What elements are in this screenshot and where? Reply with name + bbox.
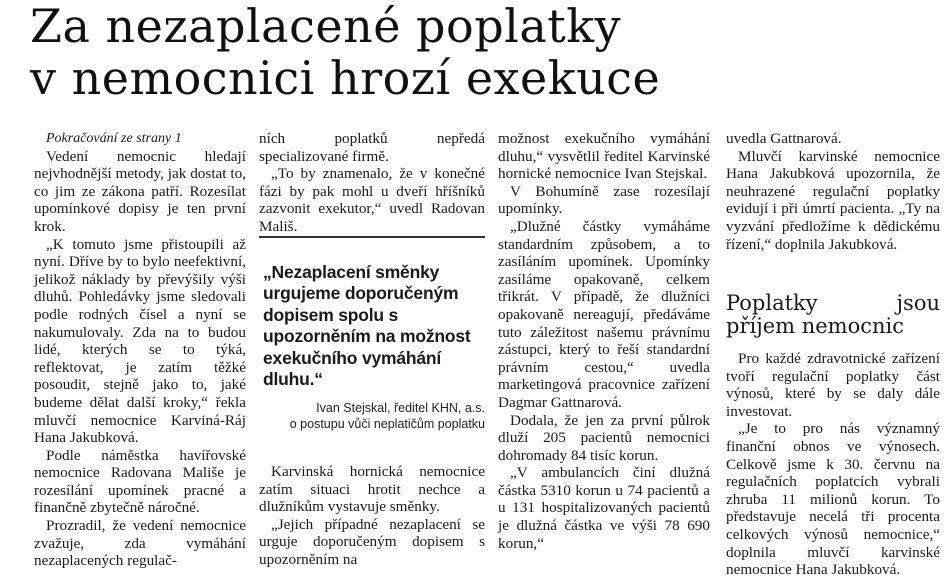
section-subheading: Poplatky jsou příjem nemocnic [726, 291, 940, 338]
paragraph: možnost exekučního vymáhání dluhu,“ vysvětlil ředitel Karvinské hornické nemocnice Ivan Stejskal. [498, 130, 710, 183]
paragraph: uvedla Gattnarová. [726, 130, 842, 147]
column-3 [498, 130, 710, 552]
paragraph: „Dlužné částky vymáháme standardním způsobem, a to zasíláním upomínek. Upomínky zasíláme opakovaně, celkem třikrát. V případě, že dlužníci opakovaně nereagují, předáváme tuto záležitost našemu právnímu zástupci, který to řeší standardní právním cestou,“ uvedla marketingová pracovnice zařízení Dagmar Gattnarová. [498, 217, 710, 411]
attribution-name: Ivan Stejskal, ředitel KHN, a.s. [316, 401, 485, 416]
paragraph: Karvinská hornická nemocnice zatím situaci hrotit nechce a dlužníkům vystavuje směnky. [259, 463, 485, 516]
paragraph: „V ambulancích činí dlužná částka 5310 korun u 74 pacientů a u 131 hospitalizovaných pacientů je dlužná částka ve výši 78 690 korun,“ [498, 464, 710, 552]
paragraph: „Je to pro nás významný finanční obnos ve výnosech. Celkově jsme k 30. červnu na regulačních poplatcích vybrali zhruba 11 milionů korun. To představuje necelá tři procenta celkových výnosů nemocnice,“ doplnila mluvčí karvinské nemocnice Hana Jakubková. [726, 420, 940, 579]
paragraph: Podle náměstka havířovské nemocnice Radovana Mališe je rozesílání upomínek pracné a finančně zbytečně náročné. [34, 446, 246, 517]
column-4-top [726, 130, 940, 253]
column-4-bottom [726, 291, 940, 579]
column-2-top [259, 130, 485, 236]
paragraph: „K tomuto jsme přistoupili až nyní. Dříve by to bylo neefektivní, jelikož náklady by převýšily výši dluhů. Pohledávky jsme sledovali podle rodných čísel a nyní se nakumulovaly. Zda na to budou lidé, kterých se to týká, reflektovat, je zatím těžké posoudit, stejně jako to, jaké budeme dělat další kroky,“ řekla mluvčí nemocnice Karviná-Ráj Hana Jakubková. [34, 235, 246, 447]
column-1 [34, 130, 246, 570]
headline-line-2: v nemocnici hrozí exekuce [30, 51, 661, 105]
paragraph: V Bohumíně zase rozesílají upomínky. [498, 182, 710, 218]
pull-quote-attribution [259, 400, 485, 432]
paragraph: Prozradil, že vedení nemocnice zvažuje, zda vymáhání nezaplacených regulač- [34, 517, 246, 570]
paragraph: ních poplatků nepředá specializované firmě. [259, 130, 485, 165]
headline-line-1: Za nezaplacené poplatky [30, 0, 622, 53]
paragraph: Vedení nemocnic hledají nejvhodnější metody, jak dostat to, co jim ze zákona patří. Rozesílat upomínkové dopisy je ten první krok. [34, 147, 246, 235]
attribution-context: o postupu vůči neplatičům poplatku [289, 417, 485, 432]
paragraph: „To by znamenalo, že v konečné fázi by pak mohl u dveří hříšníků zazvonit exekutor,“ uvedl Radovan Mališ. [259, 165, 485, 235]
pull-quote [259, 236, 485, 432]
paragraph: Mluvčí karvinské nemocnice Hana Jakubková upozornila, že neuhrazené regulační poplatky evidují i při úmrtí pacienta. „Ty na vyzvání předložíme k dědickému řízení,“ doplnila Jakubková. [726, 147, 940, 253]
column-2-bottom [259, 463, 485, 569]
continued-note: Pokračování ze strany 1 [46, 131, 182, 146]
pull-quote-text: „Nezaplacení směnky urgujeme doporučeným dopisem spolu s upozorněním na možnost exekučního vymáhání dluhu.“ [263, 262, 471, 390]
paragraph: „Jejich případné nezaplacení se urguje doporučeným dopisem s upozorněním na [259, 515, 485, 568]
paragraph: Dodala, že jen za první půlrok dluží 205 pacientů nemocnici dohromady 84 tisíc korun. [498, 411, 710, 464]
article-headline [30, 0, 910, 104]
paragraph: Pro každé zdravotnické zařízení tvoří regulační poplatky část výnosů, které by se daly dále investovat. [726, 350, 940, 420]
